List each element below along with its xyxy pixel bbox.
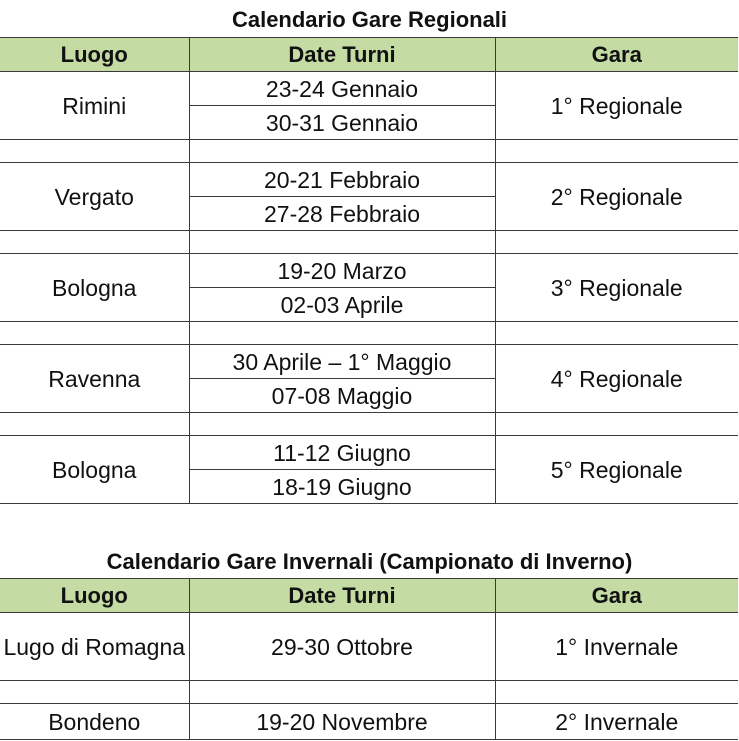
empty-cell [189, 681, 495, 704]
date-cell: 11-12 Giugno [189, 436, 495, 470]
date-cell: 19-20 Marzo [189, 254, 495, 288]
gara-cell: 2° Regionale [495, 163, 738, 231]
empty-cell [0, 322, 189, 345]
date-cell: 18-19 Giugno [189, 470, 495, 504]
spacer-row [0, 413, 738, 436]
gara-cell: 4° Regionale [495, 345, 738, 413]
date-cell: 30 Aprile – 1° Maggio [189, 345, 495, 379]
table-row [0, 436, 738, 470]
empty-cell [189, 140, 495, 163]
gara-cell: 2° Invernale [495, 704, 738, 740]
gara-cell: 1° Regionale [495, 72, 738, 140]
gara-cell: 3° Regionale [495, 254, 738, 322]
invernali-table [0, 578, 738, 740]
column-header-luogo: Luogo [0, 579, 189, 613]
gara-cell: 5° Regionale [495, 436, 738, 504]
empty-cell [189, 322, 495, 345]
date-cell: 23-24 Gennaio [189, 72, 495, 106]
table-row [0, 72, 738, 106]
regionali-table [0, 37, 738, 504]
empty-cell [0, 231, 189, 254]
empty-cell [495, 140, 738, 163]
column-header-gara: Gara [495, 579, 738, 613]
spacer-row [0, 140, 738, 163]
table-row [0, 704, 738, 740]
table-row [0, 345, 738, 379]
table-row [0, 613, 738, 681]
gara-cell: 1° Invernale [495, 613, 738, 681]
date-cell: 20-21 Febbraio [189, 163, 495, 197]
table-header-row [0, 579, 738, 613]
empty-cell [0, 140, 189, 163]
table-row [0, 163, 738, 197]
empty-cell [495, 231, 738, 254]
empty-cell [0, 681, 189, 704]
luogo-cell: Ravenna [0, 345, 189, 413]
column-header-date-turni: Date Turni [189, 38, 495, 72]
luogo-cell: Rimini [0, 72, 189, 140]
empty-cell [189, 413, 495, 436]
spacer-row [0, 681, 738, 704]
luogo-cell: Bondeno [0, 704, 189, 740]
empty-cell [189, 231, 495, 254]
date-cell: 29-30 Ottobre [189, 613, 495, 681]
date-cell: 19-20 Novembre [189, 704, 495, 740]
luogo-cell: Bologna [0, 254, 189, 322]
luogo-cell: Bologna [0, 436, 189, 504]
column-header-gara: Gara [495, 38, 738, 72]
luogo-cell: Lugo di Romagna [0, 613, 189, 681]
empty-cell [0, 413, 189, 436]
empty-cell [495, 322, 738, 345]
luogo-cell: Vergato [0, 163, 189, 231]
empty-cell [495, 681, 738, 704]
date-cell: 02-03 Aprile [189, 288, 495, 322]
table-row [0, 254, 738, 288]
spacer-row [0, 231, 738, 254]
date-cell: 27-28 Febbraio [189, 197, 495, 231]
column-header-date-turni: Date Turni [189, 579, 495, 613]
invernali-title: Calendario Gare Invernali (Campionato di Inverno) [106, 549, 633, 574]
table-header-row [0, 38, 738, 72]
column-header-luogo: Luogo [0, 38, 189, 72]
empty-cell [495, 413, 738, 436]
date-cell: 07-08 Maggio [189, 379, 495, 413]
spacer-row [0, 322, 738, 345]
date-cell: 30-31 Gennaio [189, 106, 495, 140]
regionali-title: Calendario Gare Regionali [231, 7, 508, 32]
